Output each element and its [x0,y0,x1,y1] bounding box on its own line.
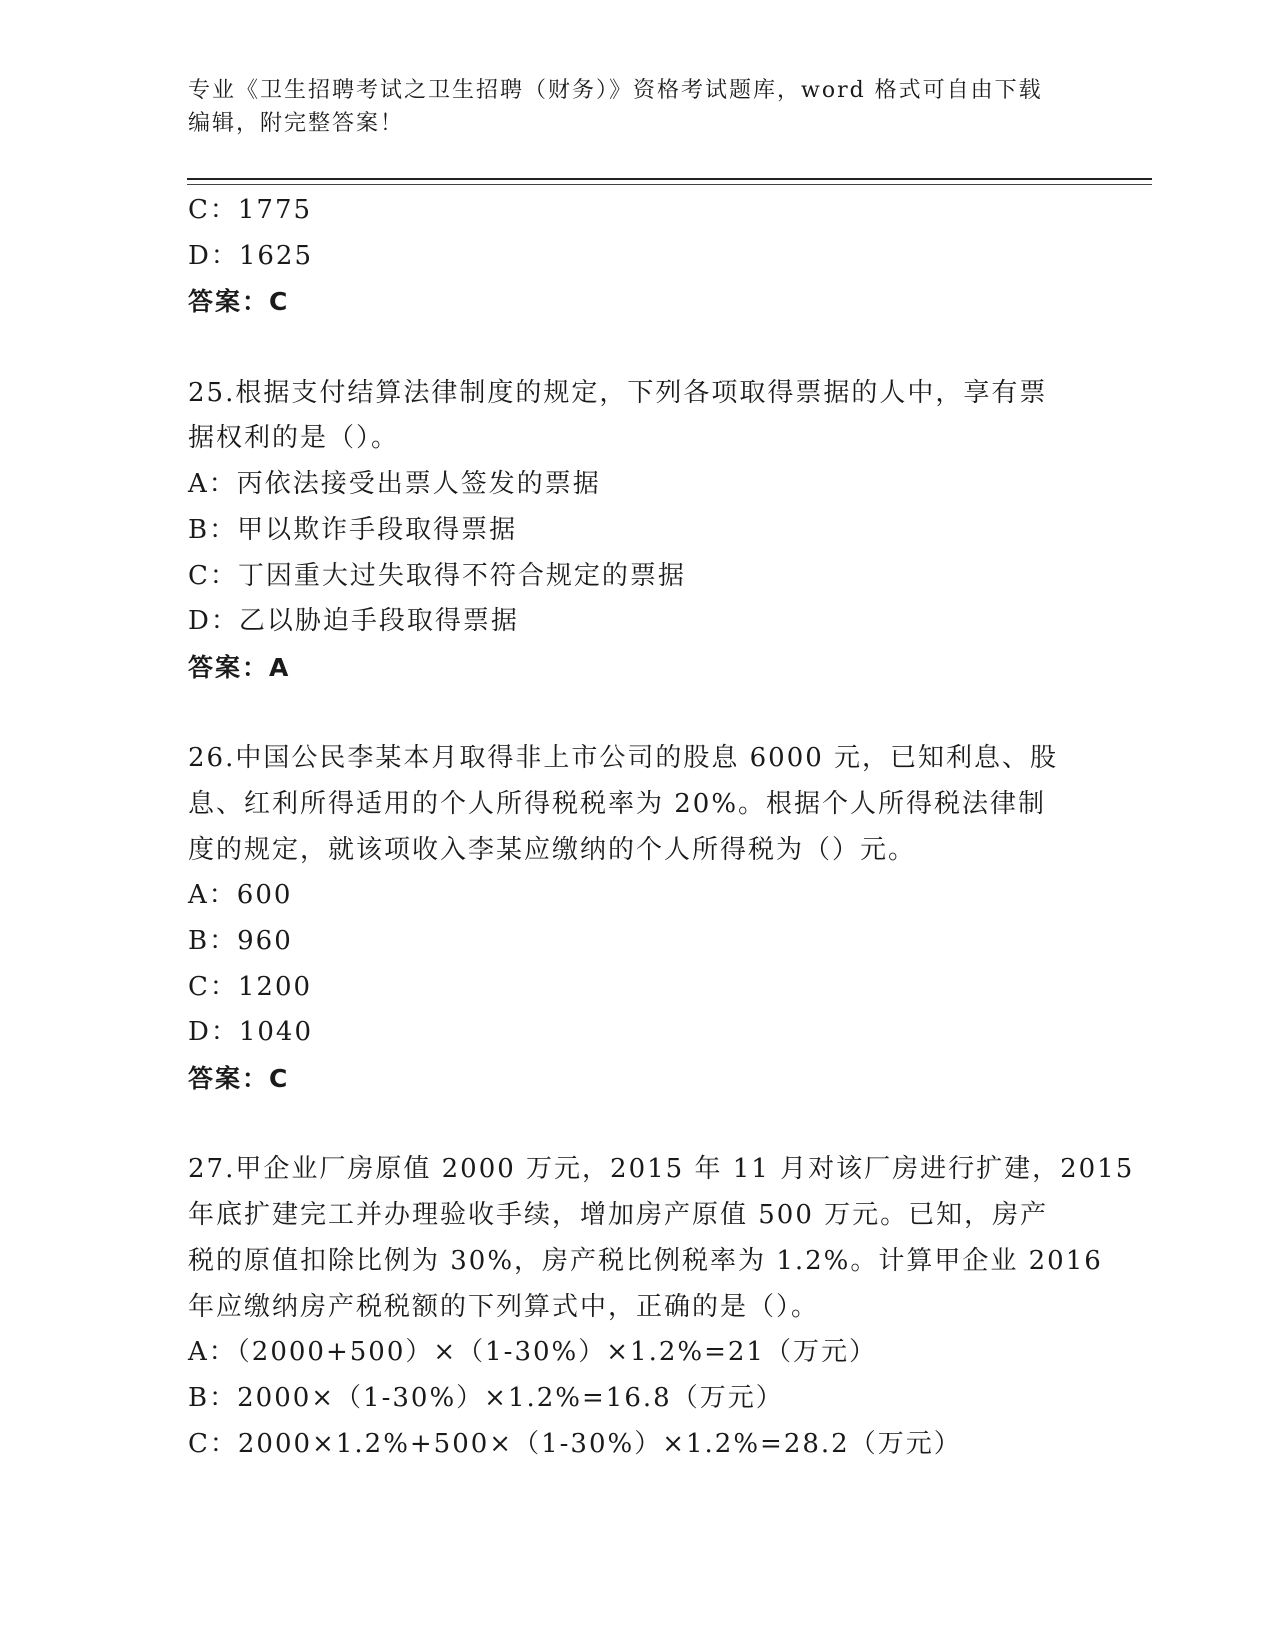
spacer [188,1102,1108,1148]
question-list [188,188,1135,1467]
question-stem-line: 27.甲企业厂房原值 2000 万元，2015 年 11 月对该厂房进行扩建，2015 [188,1154,1135,1185]
question-stem-line: 25.根据支付结算法律制度的规定，下列各项取得票据的人中，享有票 [188,377,1048,408]
answer-line: 答案：C [188,1064,290,1094]
document-header [188,74,1088,140]
header-line-2: 编辑，附完整答案！ [188,111,405,136]
option-a: A：（2000+500）×（1-30%）×1.2%=21（万元） [188,1337,877,1368]
option-c: C：1200 [188,971,313,1002]
question-26 [188,736,1108,1102]
header-divider-thin [187,184,1152,185]
option-a: A：丙依法接受出票人签发的票据 [188,469,601,500]
question-stem-line: 年底扩建完工并办理验收手续，增加房产原值 500 万元。已知，房产 [188,1200,1049,1231]
option-a: A：600 [188,880,293,911]
answer-line: 答案：C [188,287,290,317]
question-stem-line: 税的原值扣除比例为 30%，房产税比例税率为 1.2%。计算甲企业 2016 [188,1245,1103,1276]
spacer [188,691,1108,737]
question-stem-line: 度的规定，就该项收入李某应缴纳的个人所得税为（）元。 [188,834,917,865]
header-divider-thick [187,178,1152,180]
answer-line: 答案：A [188,652,291,682]
option-b: B：甲以欺诈手段取得票据 [188,514,518,545]
question-stem-line: 息、红利所得适用的个人所得税税率为 20%。根据个人所得税法律制 [188,788,1047,819]
option-b: B：2000×（1-30%）×1.2%=16.8（万元） [188,1382,784,1413]
option-d: D：1625 [188,240,314,271]
question-25 [188,371,1108,691]
option-d: D：1040 [188,1017,314,1048]
question-stem-line: 据权利的是（）。 [188,423,400,454]
option-b: B：960 [188,926,293,956]
question-stem-line: 26.中国公民李某本月取得非上市公司的股息 6000 元，已知利息、股 [188,743,1059,774]
option-c: C：2000×1.2%+500×（1-30%）×1.2%=28.2（万元） [188,1428,962,1459]
option-c: C：丁因重大过失取得不符合规定的票据 [188,560,686,591]
question-24-tail [188,188,1108,325]
question-stem-line: 年应缴纳房产税税额的下列算式中，正确的是（）。 [188,1291,820,1322]
option-c: C：1775 [188,195,313,225]
option-d: D：乙以胁迫手段取得票据 [188,606,519,637]
question-27 [188,1147,1135,1467]
header-line-1: 专业《卫生招聘考试之卫生招聘（财务）》资格考试题库，word 格式可自由下载 [188,78,1043,103]
spacer [188,325,1108,371]
